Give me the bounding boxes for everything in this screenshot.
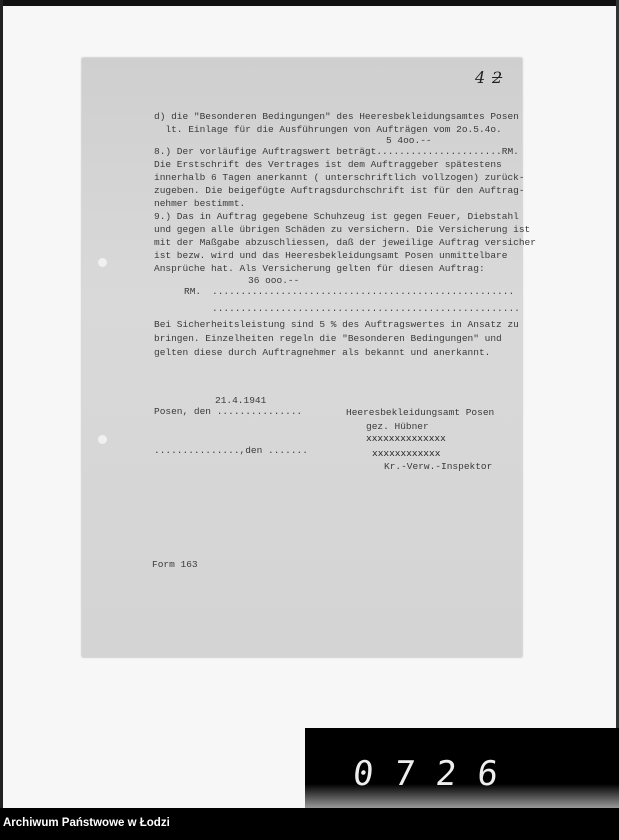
text-line: d) die "Besonderen Bedingungen" des Heeresbekleidungsamtes Posen	[154, 111, 519, 122]
form-number: Form 163	[152, 559, 198, 570]
text-line: mit der Maßgabe abzuschliessen, daß der jeweilige Auftrag versicher	[154, 237, 536, 248]
text-line: lt. Einlage für die Ausführungen von Aufträgen vom 2o.5.4o.	[154, 124, 502, 135]
frame-number: 0726	[350, 754, 521, 794]
text-line: nehmer bestimmt.	[154, 198, 246, 209]
place-date: Posen, den ...............	[154, 406, 303, 417]
signatory-title: Kr.-Verw.-Inspektor	[384, 461, 493, 472]
text-line: und gegen alle übrigen Schäden zu versichern. Die Versicherung ist	[154, 224, 531, 235]
film-edge-top	[0, 0, 619, 6]
text-line: innerhalb 6 Tagen anerkannt ( unterschriftlich vollzogen) zurück-	[154, 172, 525, 183]
date: 21.4.1941	[215, 395, 267, 406]
text-line: Bei Sicherheitsleistung sind 5 % des Auftragswertes in Ansatz zu	[154, 319, 519, 330]
insurance-dots: ......................................................	[212, 303, 520, 314]
film-edge-left	[0, 0, 3, 808]
text-line: gelten diese durch Auftragnehmer als bekannt und anerkannt.	[154, 347, 491, 358]
archive-footer	[0, 808, 619, 840]
text-line: 8.) Der vorläufige Auftragswert beträgt......................RM.	[154, 146, 519, 157]
text-line: Die Erstschrift des Vertrages ist dem Auftraggeber spätestens	[154, 159, 502, 170]
document-page	[82, 58, 536, 657]
blank-place-date: ...............,den .......	[154, 445, 308, 456]
text-line: bringen. Einzelheiten regeln die "Besonderen Bedingungen" und	[154, 333, 502, 344]
issuing-office: Heeresbekleidungsamt Posen	[346, 407, 495, 418]
text-line: 9.) Das in Auftrag gegebene Schuhzeug ist gegen Feuer, Diebstahl	[154, 211, 519, 222]
signed-by: gez. Hübner	[366, 421, 429, 432]
text-line: ist bezw. wird und das Heeresbekleidungsamt Posen unmittelbare	[154, 250, 508, 261]
punch-hole	[98, 435, 107, 444]
archive-name: Archiwum Państwowe w Łodzi	[3, 817, 170, 829]
frame-counter	[305, 728, 619, 808]
struck-text: xxxxxxxxxxxx	[372, 448, 441, 459]
text-line: Ansprüche hat. Als Versicherung gelten für diesen Auftrag:	[154, 263, 485, 274]
insurance-dots: .....................................................	[212, 286, 515, 297]
punch-hole	[98, 258, 107, 267]
insurance-label: RM.	[184, 286, 202, 297]
struck-page-number: 2	[492, 68, 503, 87]
handwritten-page-number: 4	[475, 68, 486, 87]
text-line: zugeben. Die beigefügte Auftragsdurchschrift ist für den Auftrag-	[154, 185, 525, 196]
struck-text: xxxxxxxxxxxxxx	[366, 433, 446, 444]
order-value: 5 4oo.--	[386, 135, 432, 146]
insurance-value: 36 ooo.--	[248, 275, 300, 286]
